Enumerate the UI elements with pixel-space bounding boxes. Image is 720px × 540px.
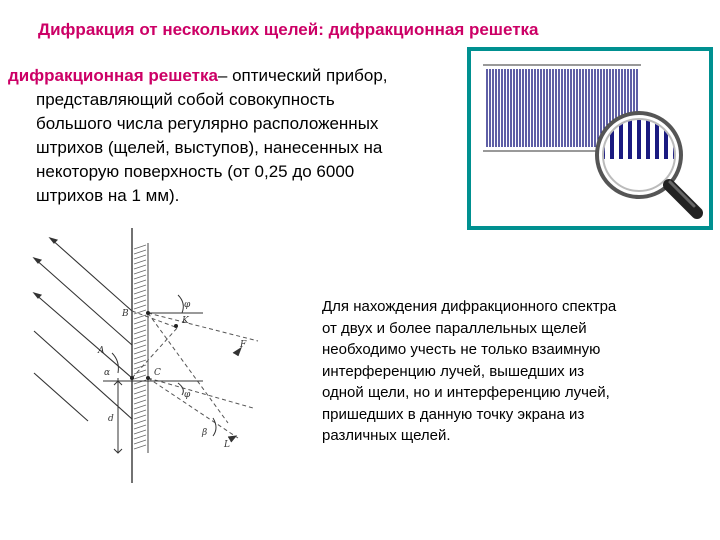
- plate-hatch-line: [134, 410, 146, 414]
- definition-line-1-rest: – оптический прибор,: [217, 66, 388, 85]
- label-C: C: [154, 368, 161, 378]
- plate-hatch-line: [134, 315, 146, 319]
- plate-hatch-line: [134, 430, 146, 434]
- plate-hatch-line: [134, 330, 146, 334]
- plate-hatch-line: [134, 390, 146, 394]
- plate-hatch-line: [134, 245, 146, 249]
- plate-hatch-line: [134, 290, 146, 294]
- plate-hatch-line: [134, 360, 146, 364]
- explanation-line-2: от двух и более параллельных щелей: [322, 319, 587, 337]
- plate-hatch-line: [134, 295, 146, 299]
- plate-hatch-line: [134, 375, 146, 379]
- plate-hatch-line: [134, 280, 146, 284]
- plate-hatch-line: [134, 325, 146, 329]
- plate-hatch-line: [134, 345, 146, 349]
- slide-title: Дифракция от нескольких щелей: дифракционная решетка: [38, 20, 539, 39]
- plate-hatch-line: [134, 270, 146, 274]
- grating-plate: [132, 228, 148, 483]
- plate-hatch-line: [134, 335, 146, 339]
- definition-line-5: некоторую поверхность (от 0,25 до 6000: [36, 162, 355, 181]
- label-beta: β: [202, 428, 208, 438]
- definition-line-6: штрихов на 1 мм).: [36, 186, 180, 205]
- explanation-line-7: различных щелей.: [322, 427, 451, 444]
- plate-hatch-line: [134, 265, 146, 269]
- definition-line-1: [8, 64, 458, 88]
- plate-hatch-line: [134, 400, 146, 404]
- definition-line-4: штрихов (щелей, выступов), нанесенных на: [36, 138, 383, 157]
- label-phi-mid: φ: [184, 390, 191, 400]
- plate-hatch-line: [134, 340, 146, 344]
- plate-hatch-line: [134, 320, 146, 324]
- label-phi-top: φ: [184, 300, 191, 310]
- plate-hatch-line: [134, 395, 146, 399]
- plate-hatch-line: [134, 260, 146, 264]
- plate-hatch-line: [134, 355, 146, 359]
- plate-hatch-line: [134, 365, 146, 369]
- definition-line-3: большого числа регулярно расположенных: [36, 114, 379, 133]
- plate-hatch-line: [134, 405, 146, 409]
- plate-hatch-line: [134, 255, 146, 259]
- plate-hatch-line: [134, 350, 146, 354]
- definition-term: дифракционная решетка: [8, 66, 218, 85]
- magnifier-illustration: [471, 51, 709, 226]
- plate-hatch-line: [134, 250, 146, 254]
- grating-magnifier-image: [467, 47, 713, 230]
- plate-hatch-line: [134, 445, 146, 449]
- diffracted-rays: [132, 311, 258, 438]
- magnified-grating-line: [637, 117, 641, 159]
- magnified-grating-line: [646, 117, 650, 159]
- incident-rays: [34, 238, 132, 421]
- plate-hatch-line: [134, 300, 146, 304]
- plate-hatch-line: [134, 425, 146, 429]
- explanation-line-3: необходимо учесть не только взаимную: [322, 341, 601, 358]
- plate-hatch-line: [134, 440, 146, 444]
- explanation-line-5: одной щели, но и интерференцию лучей,: [322, 384, 610, 401]
- diffraction-grating-diagram: [28, 223, 270, 493]
- label-B: B: [122, 309, 129, 319]
- plate-hatch-line: [134, 435, 146, 439]
- plate-hatch-line: [134, 305, 146, 309]
- label-A: A: [98, 346, 105, 356]
- plate-hatch-line: [134, 420, 146, 424]
- explanation-text: [322, 296, 712, 447]
- plate-hatch-line: [134, 385, 146, 389]
- plate-hatch-line: [134, 275, 146, 279]
- plate-hatch-line: [134, 285, 146, 289]
- explanation-line-1: Для нахождения дифракционного спектра: [322, 298, 617, 315]
- diffraction-diagram-svg: [28, 223, 270, 493]
- label-alpha: α: [104, 368, 111, 378]
- plate-hatch-line: [134, 370, 146, 374]
- definition-line-2: представляющий собой совокупность: [36, 90, 335, 109]
- label-F: F: [240, 340, 247, 350]
- magnifier-glass-icon: [597, 113, 697, 213]
- label-L: L: [224, 440, 230, 450]
- explanation-line-6: пришедших в данную точку экрана из: [322, 405, 585, 423]
- explanation-line-4: интерференцию лучей, вышедших из: [322, 362, 585, 380]
- magnified-grating-line: [628, 117, 632, 159]
- definition-text: [8, 64, 458, 208]
- label-d: d: [108, 414, 114, 424]
- plate-hatch-line: [134, 415, 146, 419]
- label-K: K: [182, 316, 189, 326]
